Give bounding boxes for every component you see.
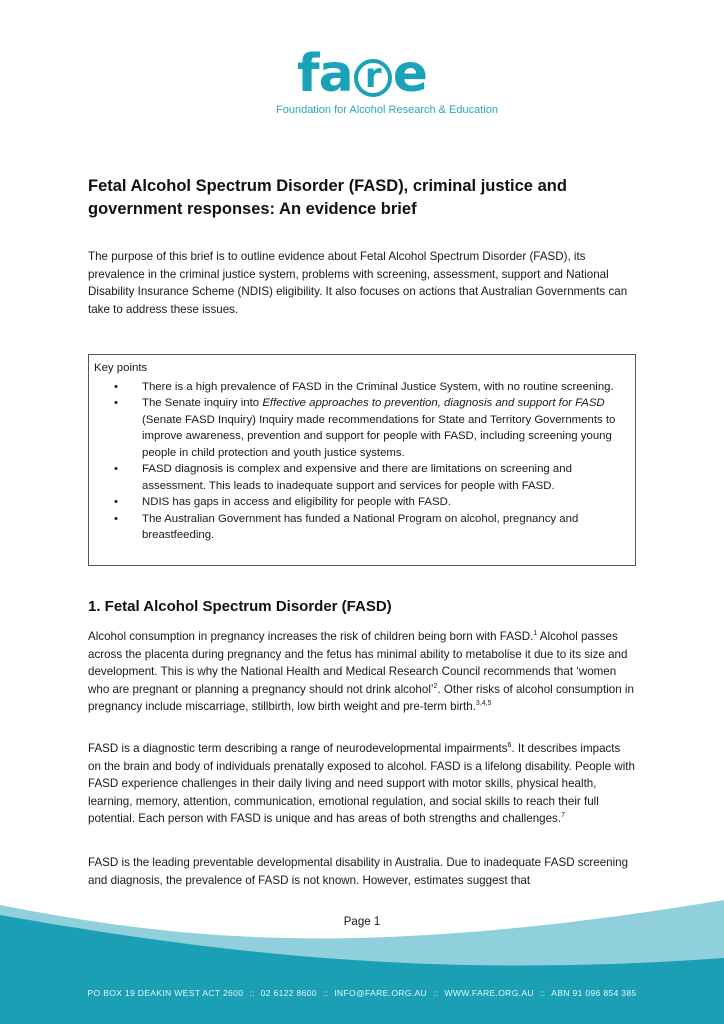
inquiry-title: Effective approaches to prevention, diagnosis and support for FASD [262, 397, 605, 409]
paragraph-text: Alcohol passes across the placenta during pregnancy and the fetus has minimal ability to metabolise it due to its size and development. This is why the National Health and Medical Research Council recommends that ‘women who are pregnant or planning a pregnancy should not drink alcohol’ [88, 630, 628, 696]
footer-phone: 02 6122 8600 [260, 988, 317, 998]
footnote-ref: 3,4,5 [475, 700, 492, 708]
logo-mark-ring: r [354, 59, 392, 97]
footnote-ref: 1 [533, 630, 538, 638]
fare-logo [0, 46, 724, 116]
key-point-text: (Senate FASD Inquiry) Inquiry made recommendations for State and Territory Governments to improve awareness, prevention and support for people with FASD, including screening young people in child protection and youth justice systems. [142, 413, 616, 459]
key-points-list [94, 379, 629, 544]
fare-logo-mark [297, 46, 427, 102]
body-paragraph: FASD is the leading preventable developmental disability in Australia. Due to inadequate FASD screening and diagnosis, the prevalence of FASD is not known. However, estimates suggest that [88, 856, 629, 887]
paragraph-text: FASD is a diagnostic term describing a range of neurodevelopmental impairments [88, 742, 508, 755]
key-point-item: • There is a high prevalence of FASD in the Criminal Justice System, with no routine screening. [138, 379, 629, 396]
footnote-ref: 2 [433, 682, 438, 690]
key-point-item: • The Australian Government has funded a National Program on alcohol, pregnancy and breastfeeding. [138, 511, 629, 544]
footer-separator: :: [249, 988, 255, 998]
footer-email[interactable]: INFO@FARE.ORG.AU [334, 988, 428, 998]
key-point-text: The Senate inquiry into [142, 397, 263, 409]
logo-tagline: Foundation for Alcohol Research & Education [276, 104, 498, 116]
page-number: Page 1 [343, 916, 381, 928]
body-paragraph [88, 740, 636, 828]
key-points-heading: Key points [94, 362, 148, 374]
section-heading: 1. Fetal Alcohol Spectrum Disorder (FASD) [88, 598, 392, 615]
footer-separator: :: [433, 988, 439, 998]
paragraph-text: Alcohol consumption in pregnancy increases the risk of children being born with FASD. [88, 630, 534, 643]
key-point-item: • NDIS has gaps in access and eligibility for people with FASD. [138, 494, 629, 511]
footer-contact [0, 988, 724, 998]
paragraph-text: . It describes impacts on the brain and body of individuals prenatally exposed to alcohol. FASD is a lifelong disability. People with FASD experience challenges in their daily living and need support with motor skills, physical health, learning, memory, attention, communication, emotional regulation, and social skills to reach their full potential. Each person with FASD is unique and has areas of both strengths and challenges. [88, 742, 635, 826]
paragraph-text: . Other risks of alcohol consumption in pregnancy include miscarriage, stillbirth, low birth weight and pre-term birth. [88, 682, 634, 714]
footer-address: PO BOX 19 DEAKIN WEST ACT 2600 [87, 988, 244, 998]
footnote-ref: 7 [561, 812, 565, 820]
footer-abn: ABN 91 096 854 385 [551, 988, 637, 998]
body-paragraph [88, 628, 636, 716]
key-point-item [138, 395, 629, 461]
document-title: Fetal Alcohol Spectrum Disorder (FASD), criminal justice and government responses: An evidence brief [88, 177, 567, 218]
intro-paragraph: The purpose of this brief is to outline evidence about Fetal Alcohol Spectrum Disorder (FASD), its prevalence in the criminal justice system, problems with screening, assessment, support and National Disability Insurance Scheme (NDIS) eligibility. It also focuses on actions that Australian Governments can take to address these issues. [88, 250, 628, 316]
key-point-item: • FASD diagnosis is complex and expensive and there are limitations on screening and assessment. This leads to inadequate support and services for people with FASD. [138, 461, 629, 494]
footer-website[interactable]: WWW.FARE.ORG.AU [444, 988, 534, 998]
key-points-box [88, 354, 636, 566]
footnote-ref: 6 [507, 742, 512, 750]
footer-separator: :: [322, 988, 329, 998]
logo-mark-left: fa [297, 44, 353, 104]
footer-wave-graphic [0, 880, 724, 1024]
logo-mark-right: e [392, 44, 427, 104]
footer-separator: :: [539, 988, 546, 998]
